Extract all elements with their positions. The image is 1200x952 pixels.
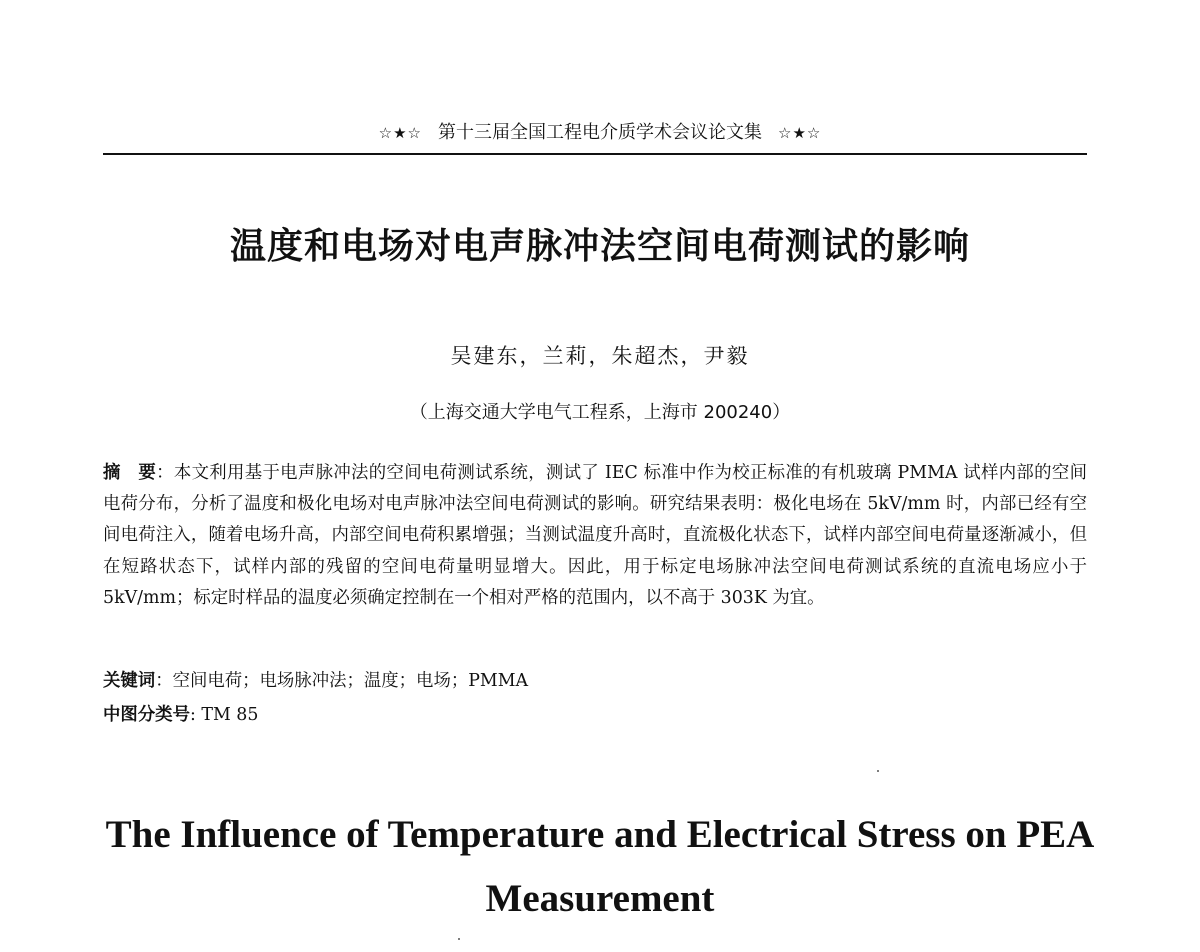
classification-line: [103, 700, 1087, 725]
paper-title-english-line1: The Influence of Temperature and Electrical Stress on PEA: [105, 813, 1095, 856]
header-stars-right: ☆★☆: [778, 124, 822, 142]
classification-label: 中图分类号: [103, 705, 190, 725]
paper-title-chinese: 温度和电场对电声脉冲法空间电荷测试的影响: [229, 225, 970, 267]
header-proceedings-title: 第十三届全国工程电介质学术会议论文集: [438, 122, 762, 143]
keywords-text: ：空间电荷；电场脉冲法；温度；电场；PMMA: [155, 671, 529, 691]
keywords-label: 关键词: [103, 671, 156, 691]
author-affiliation: （上海交通大学电气工程系，上海市 200240）: [409, 402, 791, 423]
keywords-line: [103, 666, 1087, 691]
scan-speck: [458, 938, 460, 940]
header-rule: [103, 153, 1087, 155]
running-header: [0, 118, 1200, 144]
abstract-paragraph: [103, 458, 1087, 614]
classification-text: : TM 85: [189, 705, 259, 725]
abstract-text: ：本文利用基于电声脉冲法的空间电荷测试系统，测试了 IEC 标准中作为校正标准的有机玻璃 PMMA 试样内部的空间电荷分布，分析了温度和极化电场对电声脉冲法空间电荷测试的影响。研究结果表明：极化电场在 5kV/mm 时，内部已经有空间电荷注入，随着电场升高，内部空间电荷积累增强；当测试温度升高时，直流极化状态下，试样内部空间电荷量逐渐减小，但在短路状态下，试样内部的残留的空间电荷量明显增大。因此，用于标定电场脉冲法空间电荷测试系统的直流电场应小于 5kV/mm；标定时样品的温度必须确定控制在一个相对严格的范围内，以不高于 303K 为宜。: [103, 463, 1087, 608]
scan-speck: [877, 770, 879, 772]
abstract-label: 摘 要: [103, 463, 157, 483]
header-stars-left: ☆★☆: [378, 124, 422, 142]
author-list: 吴建东，兰莉，朱超杰，尹毅: [450, 344, 750, 368]
paper-title-english-line2: Measurement: [485, 877, 715, 920]
